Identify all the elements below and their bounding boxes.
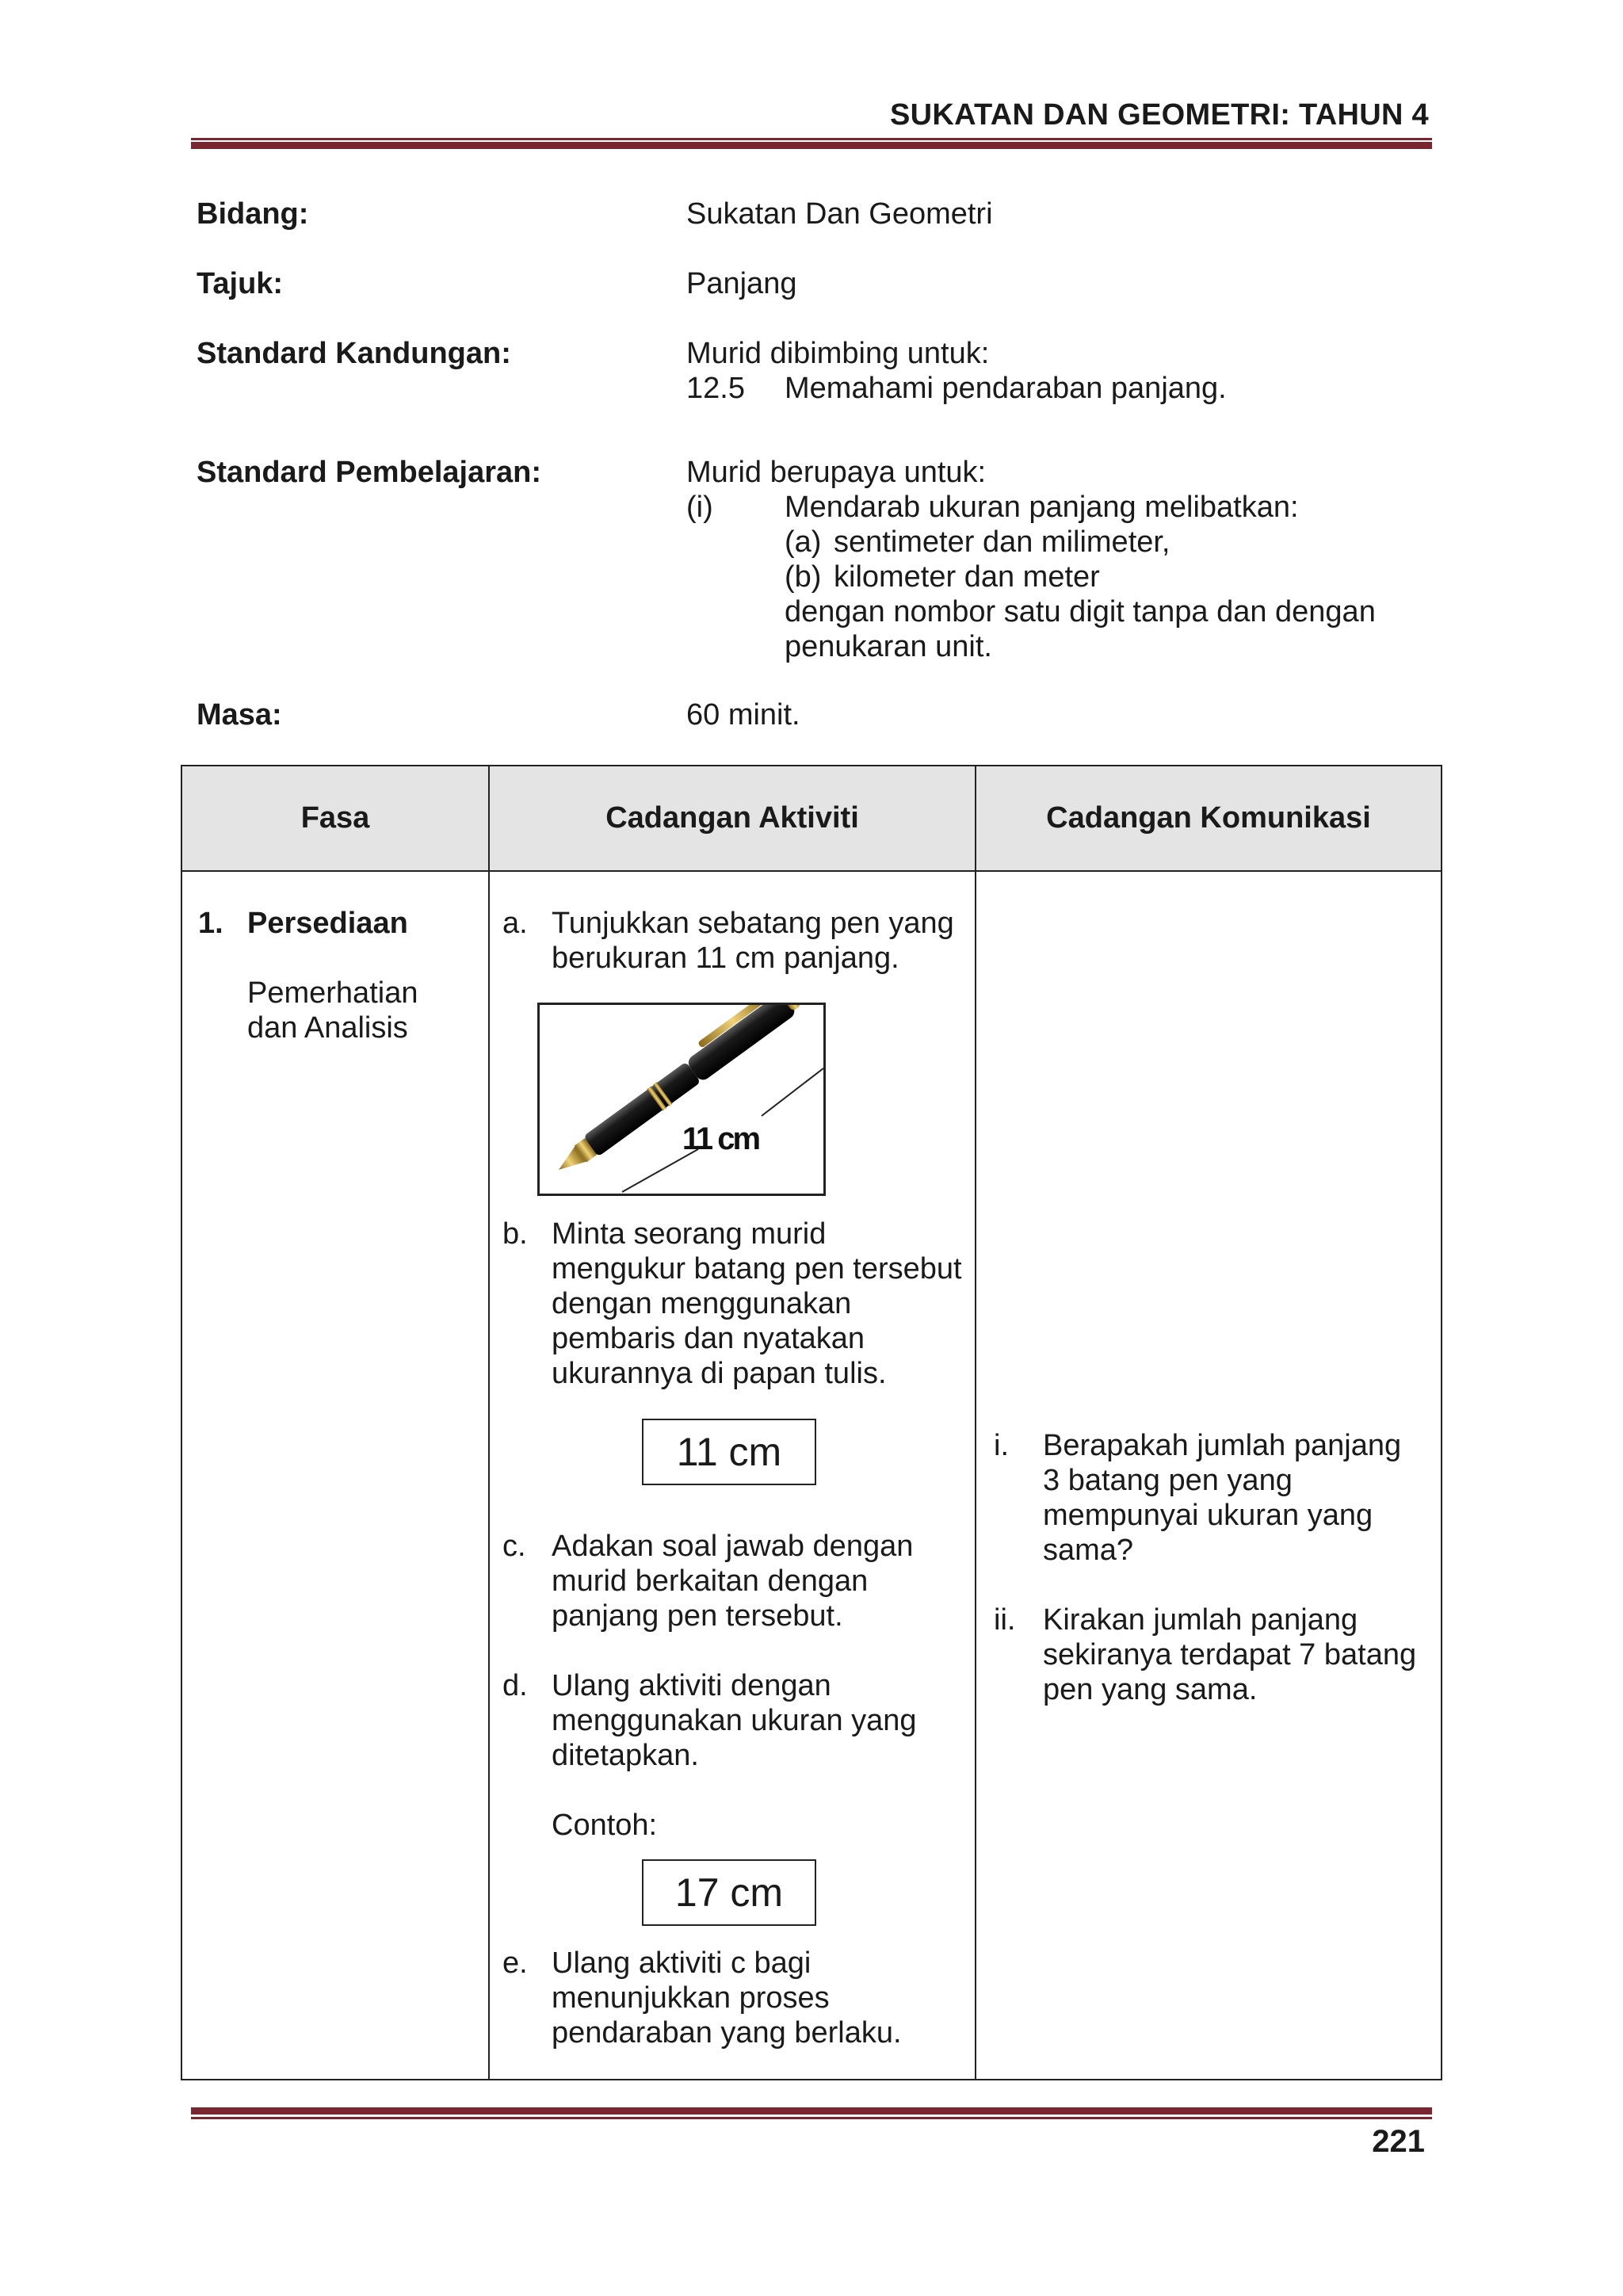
aktiviti-item-d xyxy=(502,1668,954,1843)
activity-table xyxy=(181,765,1442,2080)
fasa-title: Persediaan xyxy=(247,907,408,940)
item-d-text: Ulang aktiviti dengan menggunakan ukuran yang ditetapkan. xyxy=(552,1669,917,1772)
standard-kandungan-value xyxy=(686,336,1431,406)
standard-pembelajaran-tail-2: penukaran unit. xyxy=(785,630,992,663)
item-d-mark: d. xyxy=(502,1669,528,1702)
standard-pembelajaran-intro: Murid berupaya untuk: xyxy=(686,456,987,489)
item-b-text: Minta seorang murid mengukur batang pen tersebut dengan menggunakan pembaris dan nyatakan ukurannya di papan tulis. xyxy=(552,1217,962,1390)
header-cadangan-aktiviti: Cadangan Aktiviti xyxy=(605,801,859,835)
standard-kandungan-label: Standard Kandungan: xyxy=(197,337,511,370)
item-b-mark: b. xyxy=(502,1217,528,1251)
fasa-subtitle-1: Pemerhatian xyxy=(247,976,418,1010)
item-c-text: Adakan soal jawab dengan murid berkaitan dengan panjang pen tersebut. xyxy=(552,1530,914,1633)
komunikasi-item-ii xyxy=(994,1603,1428,1707)
header-rule-thick xyxy=(191,142,1432,149)
tajuk-label: Tajuk: xyxy=(197,267,284,300)
header-cadangan-komunikasi: Cadangan Komunikasi xyxy=(1046,801,1371,835)
footer-rule-thick xyxy=(191,2107,1432,2115)
fasa-subtitle-2: dan Analisis xyxy=(247,1011,408,1045)
standard-pembelajaran-tail-1: dengan nombor satu digit tanpa dan dengan xyxy=(785,595,1376,628)
fasa-number: 1. xyxy=(198,907,223,940)
document-header-title: SUKATAN DAN GEOMETRI: TAHUN 4 xyxy=(889,98,1429,132)
contoh-label: Contoh: xyxy=(552,1809,658,1842)
pen-length-label: 11 cm xyxy=(682,1121,759,1156)
sub-b-mark: (b) xyxy=(785,560,822,594)
item-a-text: Tunjukkan sebatang pen yang berukuran 11 cm panjang. xyxy=(552,907,954,975)
bidang-value: Sukatan Dan Geometri xyxy=(686,197,993,231)
page-number: 221 xyxy=(1372,2124,1425,2159)
aktiviti-item-c xyxy=(502,1529,954,1633)
standard-kandungan-intro: Murid dibimbing untuk: xyxy=(686,337,990,370)
aktiviti-item-a xyxy=(502,906,954,976)
pen-figure xyxy=(537,1003,826,1196)
measurement-box-11cm: 11 cm xyxy=(642,1419,816,1485)
aktiviti-item-e xyxy=(502,1946,954,2050)
masa-label: Masa: xyxy=(197,698,282,732)
item-i-text: Berapakah jumlah panjang 3 batang pen yang mempunyai ukuran yang sama? xyxy=(1043,1429,1419,1567)
item-ii-text: Kirakan jumlah panjang sekiranya terdapat 7 batang pen yang sama. xyxy=(1043,1603,1417,1706)
standard-pembelajaran-text: Mendarab ukuran panjang melibatkan: xyxy=(785,491,1299,524)
tajuk-value: Panjang xyxy=(686,267,797,300)
column-divider-2 xyxy=(975,766,976,2079)
aktiviti-item-b xyxy=(502,1217,962,1391)
item-e-text: Ulang aktiviti c bagi menunjukkan proses pendaraban yang berlaku. xyxy=(552,1946,902,2050)
item-i-mark: i. xyxy=(994,1429,1009,1462)
masa-value: 60 minit. xyxy=(686,698,800,732)
standard-kandungan-text: Memahami pendaraban panjang. xyxy=(785,372,1227,405)
bidang-label: Bidang: xyxy=(197,197,309,231)
komunikasi-item-i xyxy=(994,1428,1428,1568)
item-ii-mark: ii. xyxy=(994,1603,1016,1637)
column-divider-1 xyxy=(488,766,490,2079)
standard-pembelajaran-number: (i) xyxy=(686,491,713,524)
standard-pembelajaran-label: Standard Pembelajaran: xyxy=(197,456,542,489)
item-a-mark: a. xyxy=(502,907,528,940)
footer-rule-thin xyxy=(191,2117,1432,2119)
fasa-cell xyxy=(198,906,475,1045)
sub-a-mark: (a) xyxy=(785,525,822,559)
item-e-mark: e. xyxy=(502,1946,528,1980)
sub-a-text: sentimeter dan milimeter, xyxy=(834,525,1170,559)
sub-b-text: kilometer dan meter xyxy=(834,560,1100,594)
standard-pembelajaran-value xyxy=(686,455,1431,664)
item-c-mark: c. xyxy=(502,1530,526,1563)
header-fasa: Fasa xyxy=(300,801,370,835)
pen-icon xyxy=(540,1005,823,1194)
measurement-box-17cm: 17 cm xyxy=(642,1859,816,1926)
header-rule-thin xyxy=(191,138,1432,140)
standard-kandungan-number: 12.5 xyxy=(686,372,745,405)
